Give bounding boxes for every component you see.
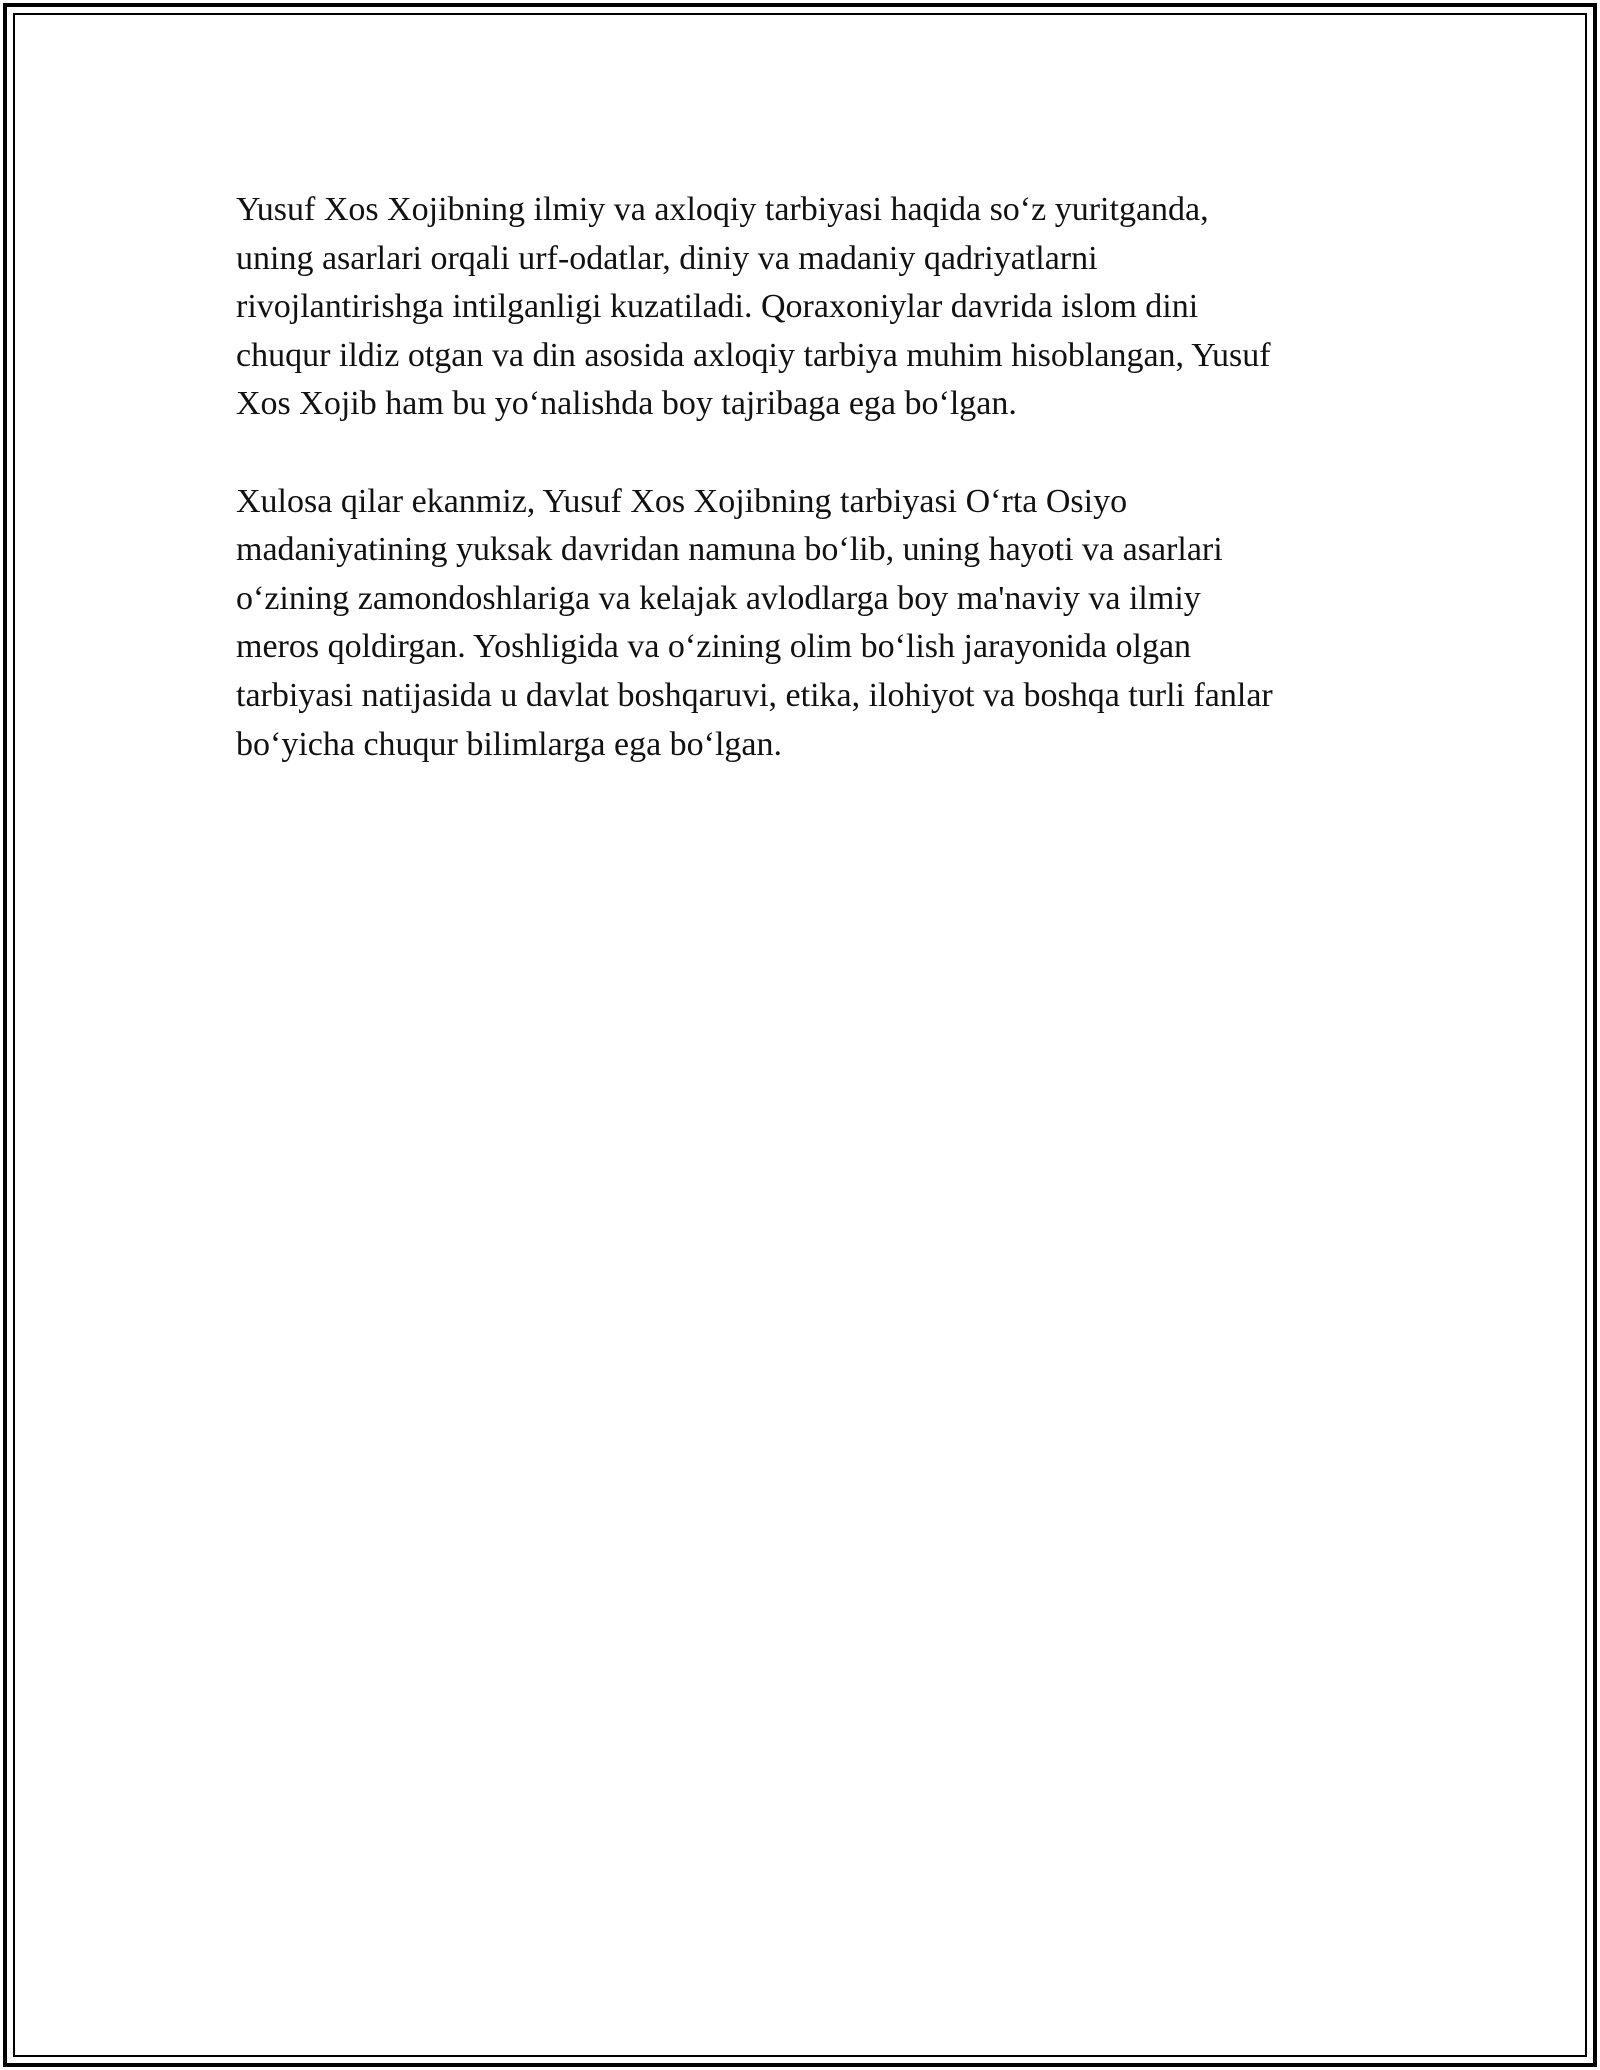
paragraph-line: Xos Xojib ham bu yo‘nalishda boy tajribaga ega bo‘lgan. <box>236 385 1017 423</box>
paragraph-1 <box>236 186 1366 429</box>
paragraph-line: chuqur ildiz otgan va din asosida axloqiy tarbiya muhim hisoblangan, Yusuf <box>236 336 1271 374</box>
paragraph-2 <box>236 478 1366 770</box>
paragraph-line: bo‘yicha chuqur bilimlarga ega bo‘lgan. <box>236 725 783 763</box>
paragraph-line: meros qoldirgan. Yoshligida va o‘zining olim bo‘lish jarayonida olgan <box>236 628 1192 666</box>
paragraph-line: Xulosa qilar ekanmiz, Yusuf Xos Xojibning tarbiyasi O‘rta Osiyo <box>236 482 1128 520</box>
document-body <box>236 186 1366 769</box>
paragraph-line: rivojlantirishga intilganligi kuzatiladi. Qoraxoniylar davrida islom dini <box>236 288 1199 326</box>
paragraph-line: uning asarlari orqali urf-odatlar, diniy va madaniy qadriyatlarni <box>236 239 1098 277</box>
paragraph-line: Yusuf Xos Xojibning ilmiy va axloqiy tarbiyasi haqida so‘z yuritganda, <box>236 191 1209 228</box>
paragraph-line: tarbiyasi natijasida u davlat boshqaruvi, etika, ilohiyot va boshqa turli fanlar <box>236 676 1273 714</box>
paragraph-line: madaniyatining yuksak davridan namuna bo‘lib, uning hayoti va asarlari <box>236 531 1223 569</box>
paragraph-line: o‘zining zamondoshlariga va kelajak avlodlarga boy ma'naviy va ilmiy <box>236 579 1201 617</box>
